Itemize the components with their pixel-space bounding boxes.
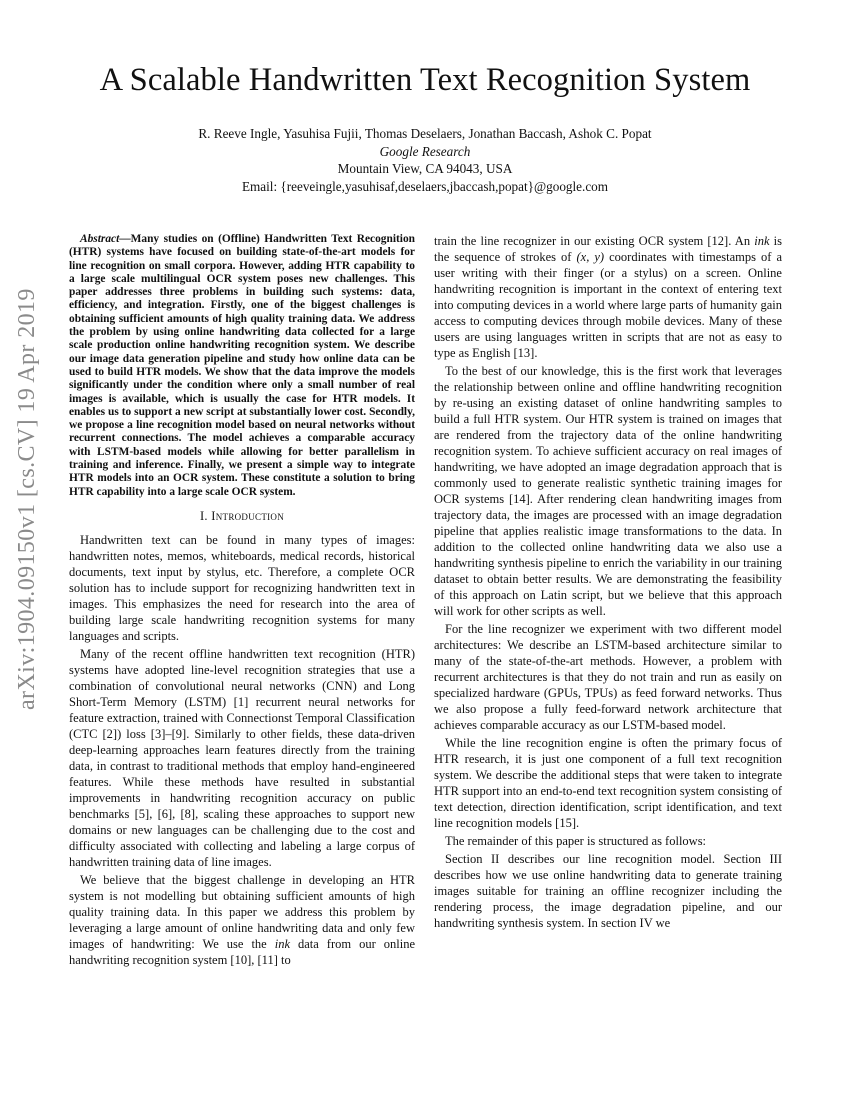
- intro-paragraph-8: The remainder of this paper is structured as follows:: [445, 834, 707, 848]
- intro-paragraph-4: [434, 233, 782, 361]
- intro-r1-xy: (x, y): [576, 250, 605, 264]
- intro-p3-text-b: data from our online handwriting recognition system [10], [11] to: [69, 936, 415, 967]
- intro-r1-text-a: train the line recognizer in our existing OCR system [12]. An: [434, 234, 755, 248]
- arxiv-identifier-stamp: arXiv:1904.09150v1 [cs.CV] 19 Apr 2019: [14, 288, 40, 710]
- intro-p3-text-a: We believe that the biggest challenge in developing an HTR system is not modelling but obtaining sufficient amounts of high quality training data. In this paper we address this problem by leveraging a large amount of online handwriting data and only few images of handwriting: We use the: [69, 872, 415, 951]
- intro-paragraph-1: Handwritten text can be found in many types of images: handwritten notes, memos, whiteboards, medical records, historical documents, text input by stylus, etc. Therefore, a complete OCR solution has to include support for recognizing handwritten text in images. This emphasizes the need for research into the area of building large scale handwriting recognition systems for many languages and scripts.: [69, 532, 415, 643]
- intro-r1-text-c: coordinates with timestamps of a user writing with their finger (or a stylus) on a screen. Online handwriting recognition is important in the context of entering text into computing devices in a world where large parts of humanity gain access to computing devices through mobile devices. Many of these users are using languages written in scripts that are not as easy to type as English [13].: [434, 250, 783, 360]
- author-list: R. Reeve Ingle, Yasuhisa Fujii, Thomas Deselaers, Jonathan Baccash, Ashok C. Popat: [198, 126, 652, 141]
- email: Email: {reeveingle,yasuhisaf,deselaers,jbaccash,popat}@google.com: [241, 178, 609, 194]
- intro-paragraph-2: Many of the recent offline handwritten text recognition (HTR) systems have adopted line-level recognition strategies that use a combination of convolutional neural networks (CNN) and Long Short-Term Memory (LSTM) [1] recurrent neural networks for feature extraction, trained with Connectionst Temporal Classification (CTC [2]) loss [3]–[9]. Similarly to other fields, these data-driven deep-learning approaches learn features directly from the training data, in contrast to traditional methods that employ hand-engineered features. While these methods have resulted in substantial improvements in handwriting recognition accuracy on public benchmarks [5], [6], [8], scaling these approaches to support new domains or new languages can be challenging due to the cost and difficulty associated with collecting and labeling a large corpus of handwritten training data of line images.: [69, 646, 415, 869]
- intro-paragraph-5: To the best of our knowledge, this is the first work that leverages the relationship between online and offline handwriting recognition by re-using an existing dataset of online handwriting samples to build a full HTR system. Our HTR system is trained on images that are rendered from the trajectory data of the online handwriting recognition system. To achieve sufficient accuracy on real images of handwriting, we have adopted an image degradation approach that is commonly used to generate realistic synthetic training images for OCR systems [14]. After rendering clean handwriting images from trajectory data, the images are processed with an image degradation pipeline that applies realistic image transformations to the data. In addition to the collected online handwriting data we also use a handwriting synthesis pipeline to enrich the variability in our training dataset to obtain better results. We are demonstrating the feasibility of this approach on Latin script, but we believe that this approach will work for other scripts as well.: [434, 364, 782, 618]
- abstract-text: —Many studies on (Offline) Handwritten Text Recognition (HTR) systems have focused on building state-of-the-art models for line recognition on small corpora. However, adding HTR capability to a large scale multilingual OCR system poses new challenges. This paper addresses three problems in building such systems: data, efficiency, and integration. Firstly, one of the biggest challenges is obtaining sufficient amounts of high quality training data. We address the problem by using online handwriting data collected for a large scale production online handwriting recognition system. We describe our image data generation pipeline and study how online data can be used to build HTR models. We show that the data improve the models significantly under the condition where only a small number of real images is available, which is usually the case for HTR models. It enables us to support a new script at substantially lower cost. Secondly, we propose a line recognition model based on neural networks without recurrent connections. The model achieves a comparable accuracy with LSTM-based models while allowing for better parallelism in training and inference. Finally, we present a simple way to integrate HTR models into an OCR system. These constitute a solution to bring HTR capability into a large scale OCR system.: [69, 233, 415, 498]
- location: Mountain View, CA 94043, USA: [337, 161, 513, 176]
- affiliation: Google Research: [379, 143, 471, 159]
- abstract: [69, 233, 415, 499]
- right-column: [434, 233, 782, 933]
- intro-paragraph-9: Section II describes our line recognition model. Section III describes how we use online handwriting data to generate training images suitable for training an offline recognizer including the rendering process, the image degradation pipeline, and our handwriting synthesis system. In section IV we: [434, 852, 782, 930]
- intro-r1-text-b: is the sequence of strokes of: [434, 234, 783, 264]
- author-block: [0, 125, 850, 195]
- abstract-label: Abstract: [80, 233, 120, 245]
- intro-p3-ink: ink: [274, 936, 290, 951]
- section-heading-introduction: I. Introduction: [199, 508, 285, 523]
- intro-paragraph-7: While the line recognition engine is often the primary focus of HTR research, it is just one component of a full text recognition system. We describe the additional steps that were taken to integrate HTR support into an end-to-end text recognition system consisting of text detection, direction identification, script identification, and text line recognition models [15].: [434, 736, 782, 830]
- intro-paragraph-6: For the line recognizer we experiment with two different model architectures: We describe an LSTM-based architecture similar to many of the state-of-the-art methods. However, a problem with recurrent architectures is that they do not train and run as easily on specialized hardware (GPUs, TPUs) as feed forward networks. Thus we also propose a fully feed-forward network architecture that achieves comparable accuracy as our LSTM-based model.: [434, 622, 782, 732]
- left-column: [69, 233, 415, 970]
- intro-paragraph-3: [69, 872, 415, 968]
- paper-title: A Scalable Handwritten Text Recognition System: [99, 62, 751, 98]
- paper-header: [0, 62, 850, 195]
- intro-r1-ink: ink: [754, 234, 770, 248]
